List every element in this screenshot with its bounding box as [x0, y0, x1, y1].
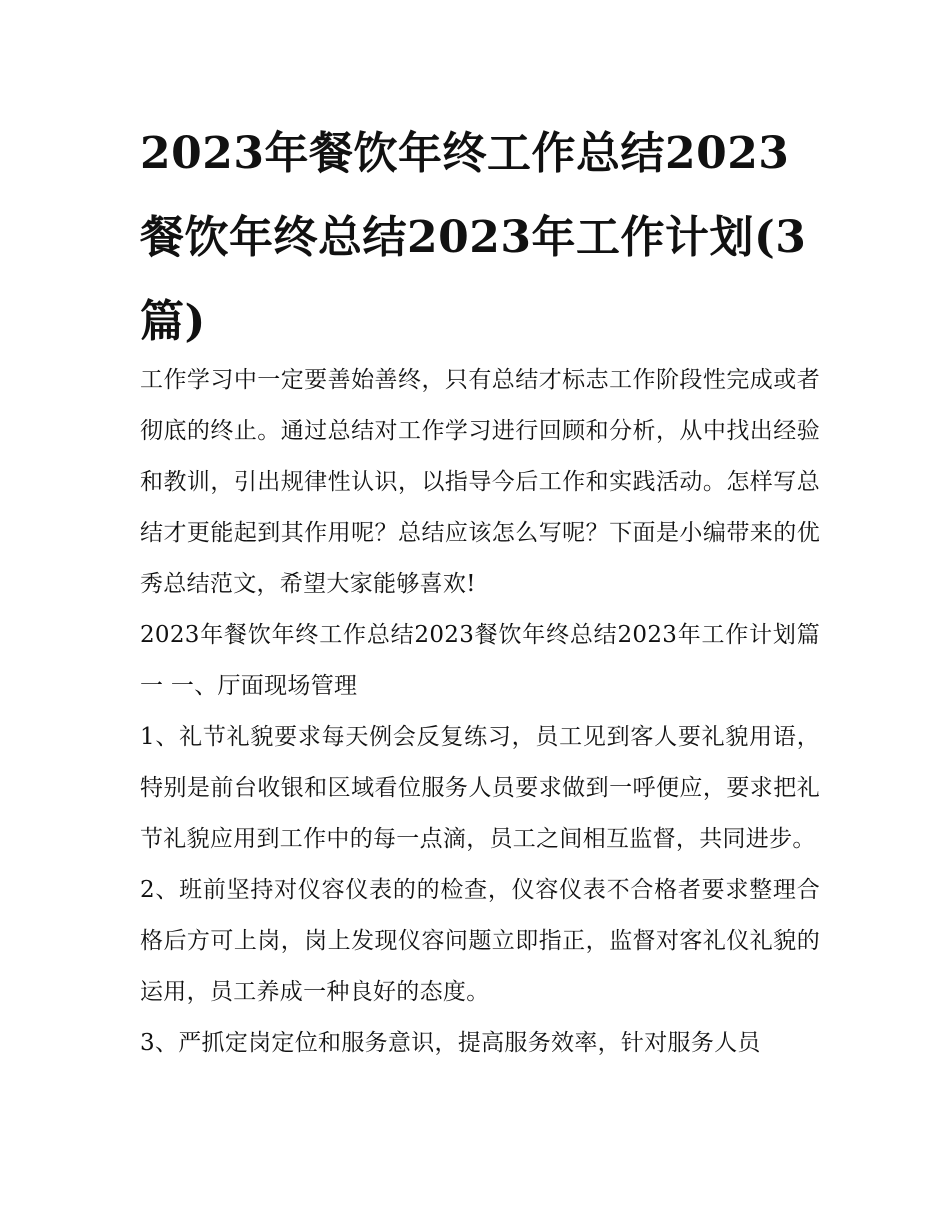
intro-paragraph: 工作学习中一定要善始善终，只有总结才标志工作阶段性完成或者彻底的终止。通过总结对工作学习进行回顾和分析，从中找出经验和教训，引出规律性认识，以指导今后工作和实践活动。怎样写总结才更能起到其作用呢？总结应该怎么写呢？下面是小编带来的优秀总结范文，希望大家能够喜欢! — [140, 367, 820, 597]
document-title: 2023年餐饮年终工作总结2023餐饮年终总结2023年工作计划(3篇) — [140, 128, 807, 347]
document-body — [140, 355, 820, 1069]
list-item-2: 2、班前坚持对仪容仪表的的检查，仪容仪表不合格者要求整理合格后方可上岗，岗上发现仪容问题立即指正，监督对客礼仪礼貌的运用，员工养成一种良好的态度。 — [140, 877, 820, 1005]
list-item-1: 1、礼节礼貌要求每天例会反复练习，员工见到客人要礼貌用语，特别是前台收银和区域看位服务人员要求做到一呼便应，要求把礼节礼貌应用到工作中的每一点滴，员工之间相互监督，共同进步。 — [140, 724, 820, 852]
section-heading-paragraph: 2023年餐饮年终工作总结2023餐饮年终总结2023年工作计划篇一 一、厅面现场管理 — [140, 622, 820, 699]
list-item-3: 3、严抓定岗定位和服务意识，提高服务效率，针对服务人员 — [140, 1030, 761, 1056]
